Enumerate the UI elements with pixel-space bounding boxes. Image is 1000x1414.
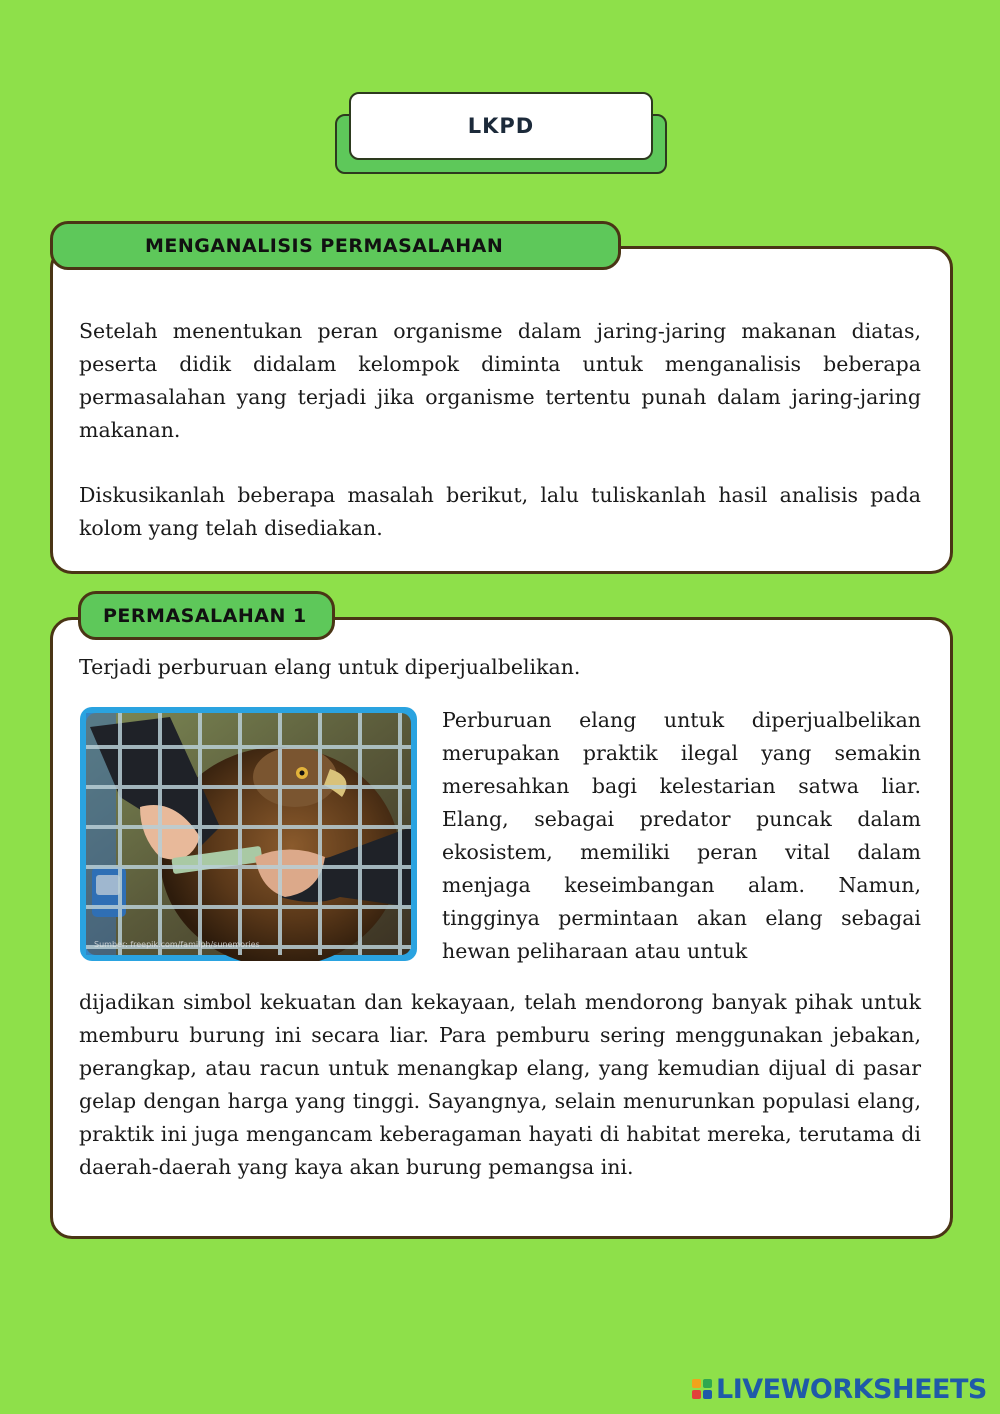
analysis-paragraph-2: Diskusikanlah beberapa masalah berikut, lalu tuliskanlah hasil analisis pada kolom yang telah disediakan. xyxy=(79,483,921,540)
eagle-photo-illustration xyxy=(80,707,417,961)
problem-tab xyxy=(78,591,335,640)
logo-blocks-icon xyxy=(692,1379,712,1399)
problem-body-text: dijadikan simbol kekuatan dan kekayaan, telah mendorong banyak pihak untuk memburu burung ini secara liar. Para pemburu sering menggunakan jebakan, perangkap, atau racun untuk menangkap elang, yang kemudian dijual di pasar gelap dengan harga yang tinggi. Sayangnya, selain menurunkan populasi elang, praktik ini juga mengancam keberagaman hayati di habitat mereka, terutama di daerah-daerah yang kaya akan burung pemangsa ini. xyxy=(79,990,921,1179)
analysis-paragraph-1: Setelah menentukan peran organisme dalam jaring-jaring makanan diatas, peserta didik didalam kelompok diminta untuk menganalisis beberapa permasalahan yang terjadi jika organisme tertentu punah dalam jaring-jaring makanan. xyxy=(79,319,921,442)
problem-lead: Terjadi perburuan elang untuk diperjualbelikan. xyxy=(79,655,581,679)
problem-tab-label: PERMASALAHAN 1 xyxy=(103,604,307,627)
analysis-tab-label: MENGANALISIS PERMASALAHAN xyxy=(145,234,504,257)
liveworksheets-logo[interactable] xyxy=(692,1372,992,1406)
title-badge xyxy=(335,92,665,174)
logo-text: LIVEWORKSHEETS xyxy=(716,1373,987,1405)
problem-side-text: Perburuan elang untuk diperjualbelikan merupakan praktik ilegal yang semakin meresahkan bagi kelestarian satwa liar. Elang, sebagai predator puncak dalam ekosistem, memiliki peran vital dalam menjaga keseimbangan alam. Namun, tingginya permintaan akan elang sebagai hewan peliharaan atau untuk xyxy=(442,708,921,963)
photo-credit: Sumber: freepik.com/familph/sunemories xyxy=(94,940,260,949)
analysis-tab xyxy=(50,221,621,270)
page-title: LKPD xyxy=(349,92,653,160)
eagle-trade-photo xyxy=(80,707,417,961)
